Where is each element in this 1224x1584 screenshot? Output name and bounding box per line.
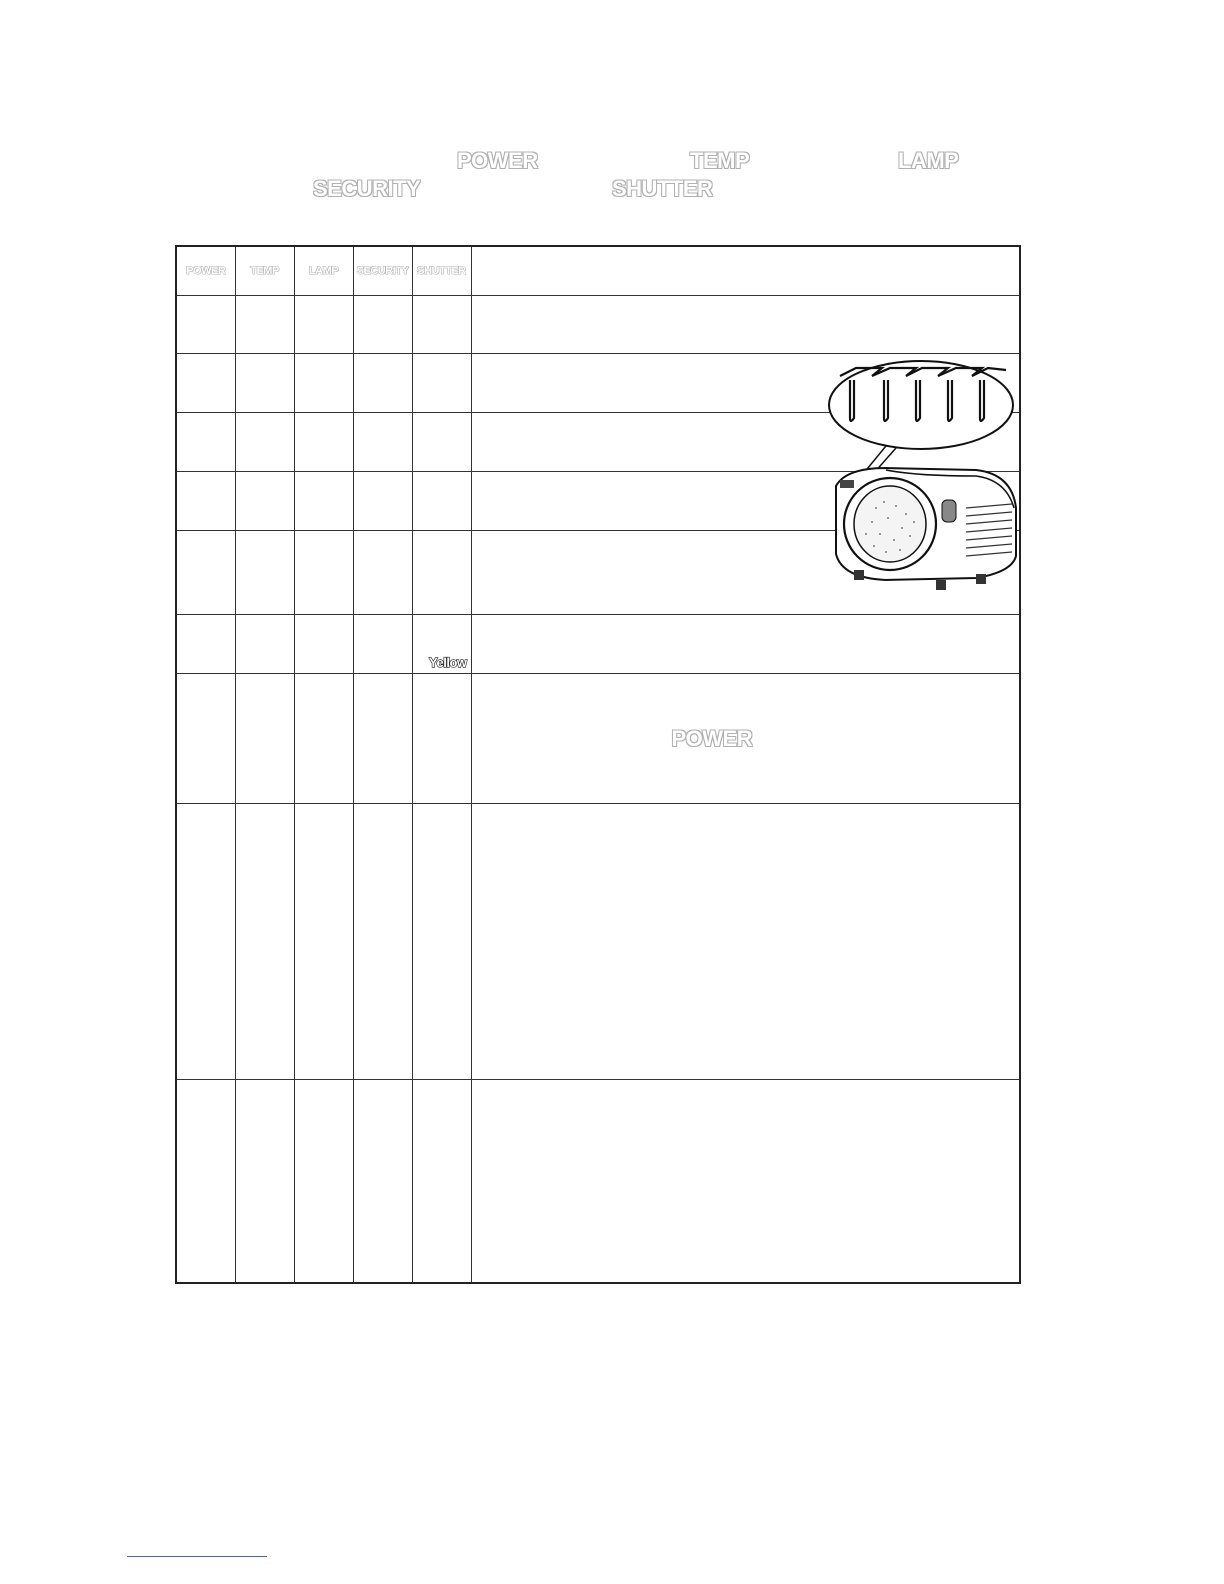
intro-security-label: SECURITY [313, 176, 421, 201]
table-row [176, 615, 1020, 674]
intro-shutter-label: SHUTTER [612, 176, 713, 201]
intro-lamp-label: LAMP [898, 148, 959, 173]
header-shutter: SHUTTER [412, 246, 471, 296]
footer-rule [127, 1556, 267, 1557]
header-temp: TEMP [235, 246, 294, 296]
table-row [176, 804, 1020, 1080]
intro-power-label: POWER [457, 148, 538, 173]
table-row [176, 674, 1020, 804]
header-power: POWER [176, 246, 235, 296]
table-row [176, 1080, 1020, 1283]
table-row [176, 296, 1020, 354]
header-security: SECURITY [353, 246, 412, 296]
projector-illustration-icon [826, 358, 1022, 598]
yellow-indicator-label: Yellow [429, 655, 467, 670]
intro-temp-label: TEMP [690, 148, 750, 173]
table-header-row [176, 246, 1020, 296]
description-power-label: POWER [671, 726, 753, 751]
header-description [471, 246, 1020, 296]
shutter-yellow-cell [412, 615, 471, 674]
header-lamp: LAMP [294, 246, 353, 296]
